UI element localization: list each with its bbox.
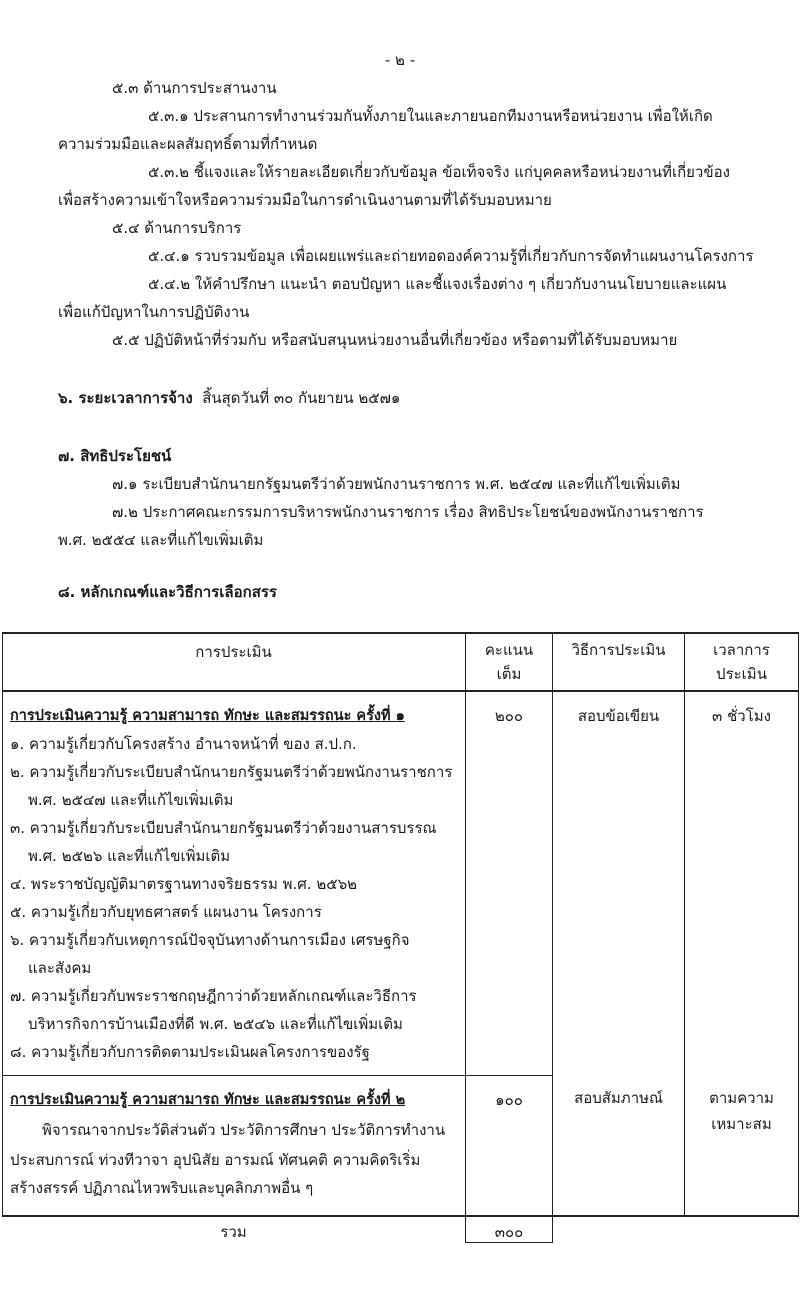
- row2-time-line2: เหมาะสม: [711, 1115, 772, 1133]
- row1-line: ๕. ความรู้เกี่ยวกับยุทธศาสตร์ แผนงาน โครงการ: [10, 903, 322, 921]
- row1-line: พ.ศ. ๒๕๒๖ และที่แก้ไขเพิ่มเติม: [28, 847, 231, 865]
- row1-line: ๘. ความรู้เกี่ยวกับการติดตามประเมินผลโครงการของรัฐ: [10, 1043, 370, 1061]
- row1-line: ๖. ความรู้เกี่ยวกับเหตุการณ์ปัจจุบันทางด้านการเมือง เศรษฐกิจ: [10, 931, 410, 949]
- total-label: รวม: [220, 1223, 247, 1241]
- section-5-4-2-line2: เพื่อแก้ปัญหาในการปฏิบัติงาน: [58, 303, 250, 321]
- section-5-3-2-line2: เพื่อสร้างความเข้าใจหรือความร่วมมือในการดำเนินงานตามที่ได้รับมอบหมาย: [58, 191, 552, 209]
- header-score-line2: เต็ม: [496, 665, 522, 683]
- section-5-4-2-line1: ๕.๔.๒ ให้คำปรึกษา แนะนำ ตอบปัญหา และชี้แจงเรื่องต่าง ๆ เกี่ยวกับงานนโยบายและแผน: [148, 275, 727, 293]
- row1-line: บริหารกิจการบ้านเมืองที่ดี พ.ศ. ๒๕๔๖ และที่แก้ไขเพิ่มเติม: [28, 1015, 403, 1033]
- row1-line: และสังคม: [28, 959, 92, 977]
- page-number: - ๒ -: [384, 51, 416, 69]
- row1-line: ๗. ความรู้เกี่ยวกับพระราชกฤษฎีกาว่าด้วยหลักเกณฑ์และวิธีการ: [10, 987, 417, 1005]
- row1-method: สอบข้อเขียน: [577, 707, 660, 725]
- row2-method: สอบสัมภาษณ์: [574, 1089, 663, 1107]
- header-time-line2: ประเมิน: [716, 665, 767, 683]
- section-5-3-1-line2: ความร่วมมือและผลสัมฤทธิ์ตามที่กำหนด: [58, 135, 318, 153]
- header-time-line1: เวลาการ: [713, 641, 770, 659]
- header-method: วิธีการประเมิน: [571, 641, 666, 659]
- section-5-4-1-line1: ๕.๔.๑ รวบรวมข้อมูล เพื่อเผยแพร่และถ่ายทอดองค์ความรู้ที่เกี่ยวกับการจัดทำแผนงานโครงการ: [148, 247, 754, 265]
- row2-line: สร้างสรรค์ ปฏิภาณไหวพริบและบุคลิกภาพอื่น ๆ: [10, 1179, 314, 1197]
- row1-line: พ.ศ. ๒๕๔๗ และที่แก้ไขเพิ่มเติม: [28, 791, 234, 809]
- section-5-3-2-line1: ๕.๓.๒ ชี้แจงและให้รายละเอียดเกี่ยวกับข้อมูล ข้อเท็จจริง แก่บุคคลหรือหน่วยงานที่เกี่ยวข้อง: [148, 163, 730, 181]
- header-assessment: การประเมิน: [195, 643, 272, 661]
- section-6-heading: ๖. ระยะเวลาการจ้าง: [58, 389, 193, 407]
- row1-line: ๒. ความรู้เกี่ยวกับระเบียบสำนักนายกรัฐมนตรีว่าด้วยพนักงานราชการ: [10, 763, 453, 781]
- section-7-1: ๗.๑ ระเบียบสำนักนายกรัฐมนตรีว่าด้วยพนักงานราชการ พ.ศ. ๒๕๔๗ และที่แก้ไขเพิ่มเติม: [112, 475, 681, 493]
- section-7-heading: ๗. สิทธิประโยชน์: [58, 447, 172, 465]
- section-7-2-line2: พ.ศ. ๒๕๕๔ และที่แก้ไขเพิ่มเติม: [58, 531, 264, 549]
- table-border-top: [2, 632, 799, 634]
- section-5-5-line1: ๕.๕ ปฏิบัติหน้าที่ร่วมกับ หรือสนับสนุนหน่วยงานอื่นที่เกี่ยวข้อง หรือตามที่ได้รับมอบหมาย: [112, 331, 678, 349]
- row1-score: ๒๐๐: [494, 707, 524, 725]
- row1-title: การประเมินความรู้ ความสามารถ ทักษะ และสมรรถนะ ครั้งที่ ๑: [10, 708, 405, 724]
- section-5-3-1-line1: ๕.๓.๑ ประสานการทำงานร่วมกันทั้งภายในและภายนอกทีมงานหรือหน่วยงาน เพื่อให้เกิด: [148, 107, 713, 125]
- row2-title: การประเมินความรู้ ความสามารถ ทักษะ และสมรรถนะ ครั้งที่ ๒: [10, 1092, 406, 1108]
- row1-line: ๔. พระราชบัญญัติมาตรฐานทางจริยธรรม พ.ศ. ๒๕๖๒: [10, 875, 357, 893]
- row2-line: พิจารณาจากประวัติส่วนตัว ประวัติการศึกษา ประวัติการทำงาน: [42, 1121, 446, 1139]
- section-5-3-title: ๕.๓ ด้านการประสานงาน: [112, 79, 277, 97]
- row2-line: ประสบการณ์ ท่วงทีวาจา อุปนิสัย อารมณ์ ทัศนคติ ความคิดริเริ่ม: [10, 1151, 421, 1169]
- section-6-text: สิ้นสุดวันที่ ๓๐ กันยายน ๒๕๗๑: [202, 389, 401, 407]
- table-border-right: [798, 632, 799, 1217]
- row1-line: ๑. ความรู้เกี่ยวกับโครงสร้าง อำนาจหน้าที่ ของ ส.ป.ก.: [10, 735, 357, 753]
- table-border-left: [2, 632, 3, 1217]
- row2-time-line1: ตามความ: [709, 1089, 774, 1107]
- section-5-4-title: ๕.๔ ด้านการบริการ: [112, 219, 242, 237]
- section-8-heading: ๘. หลักเกณฑ์และวิธีการเลือกสรร: [58, 583, 277, 601]
- row1-line: ๓. ความรู้เกี่ยวกับระเบียบสำนักนายกรัฐมนตรีว่าด้วยงานสารบรรณ: [10, 819, 437, 837]
- row2-score: ๑๐๐: [495, 1091, 523, 1109]
- table-header-divider: [2, 690, 799, 692]
- total-box-bottom: [465, 1242, 553, 1243]
- section-6: [58, 388, 400, 408]
- header-score-line1: คะแนน: [484, 641, 534, 659]
- table-row-divider: [2, 1075, 553, 1076]
- table-border-bottom: [2, 1215, 799, 1217]
- total-value: ๓๐๐: [494, 1223, 524, 1241]
- row1-time: ๓ ชั่วโมง: [712, 707, 771, 725]
- section-7-2-line1: ๗.๒ ประกาศคณะกรรมการบริหารพนักงานราชการ เรื่อง สิทธิประโยชน์ของพนักงานราชการ: [112, 503, 704, 521]
